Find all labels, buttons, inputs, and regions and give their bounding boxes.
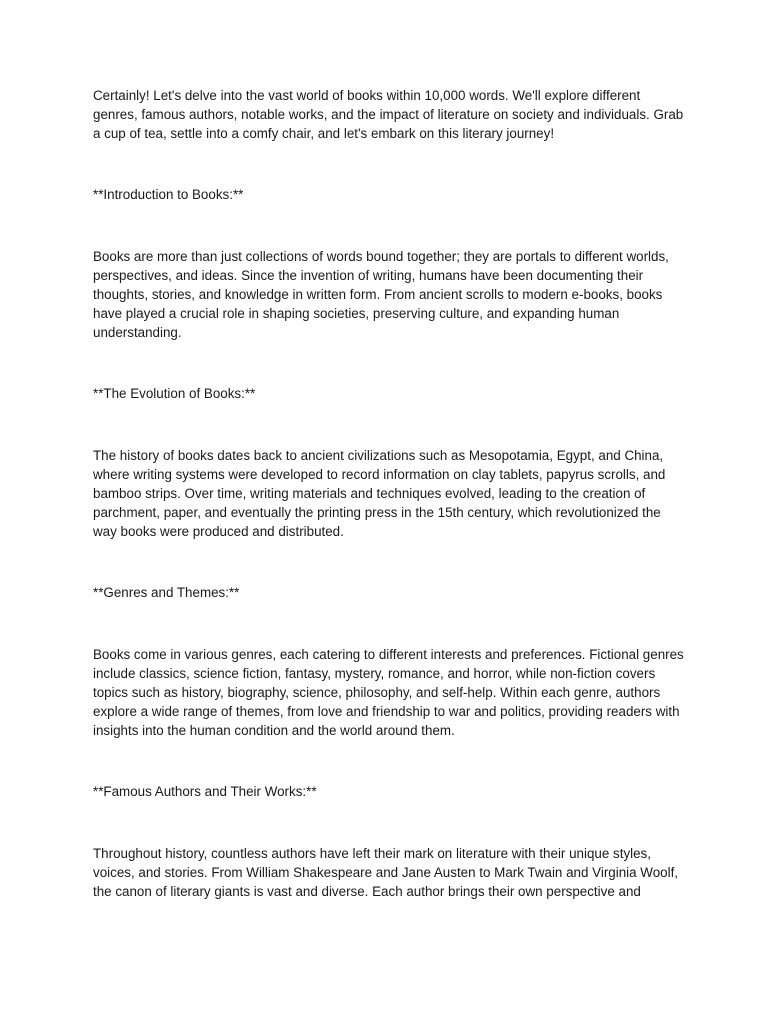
heading-text: **Famous Authors and Their Works:** — [93, 784, 317, 799]
text-line: include classics, science fiction, fantasy, mystery, romance, and horror, while non-fiction covers — [93, 666, 656, 681]
heading-introduction — [93, 185, 683, 204]
heading-text: **The Evolution of Books:** — [93, 386, 256, 401]
intro-paragraph — [93, 86, 683, 143]
text-line: The history of books dates back to ancient civilizations such as Mesopotamia, Egypt, and China, — [93, 448, 664, 463]
heading-evolution — [93, 384, 683, 403]
text-line: Books come in various genres, each catering to different interests and preferences. Fictional genres — [93, 647, 684, 662]
text-line: way books were produced and distributed. — [93, 524, 344, 539]
genres-paragraph — [93, 645, 683, 740]
text-line: Certainly! Let's delve into the vast world of books within 10,000 words. We'll explore different — [93, 88, 641, 103]
text-line: perspectives, and ideas. Since the invention of writing, humans have been documenting their — [93, 268, 644, 283]
text-line: explore a wide range of themes, from love and friendship to war and politics, providing readers with — [93, 704, 680, 719]
text-line: have played a crucial role in shaping societies, preserving culture, and expanding human — [93, 306, 620, 321]
evolution-paragraph — [93, 446, 683, 541]
text-line: topics such as history, biography, science, philosophy, and self-help. Within each genre, authors — [93, 685, 661, 700]
text-line: bamboo strips. Over time, writing materials and techniques evolved, leading to the creation of — [93, 486, 646, 501]
text-line: insights into the human condition and the world around them. — [93, 723, 455, 738]
heading-text: **Genres and Themes:** — [93, 585, 240, 600]
text-line: the canon of literary giants is vast and diverse. Each author brings their own perspective and — [93, 884, 641, 899]
introduction-paragraph — [93, 247, 683, 342]
text-line: a cup of tea, settle into a comfy chair, and let's embark on this literary journey! — [93, 126, 555, 141]
text-line: where writing systems were developed to record information on clay tablets, papyrus scrolls, and — [93, 467, 666, 482]
heading-text: **Introduction to Books:** — [93, 187, 244, 202]
text-line: Books are more than just collections of words bound together; they are portals to different worlds, — [93, 249, 669, 264]
text-line: Throughout history, countless authors have left their mark on literature with their unique styles, — [93, 846, 651, 861]
heading-famous-authors — [93, 782, 683, 801]
text-line: parchment, paper, and eventually the printing press in the 15th century, which revolutionized the — [93, 505, 661, 520]
text-line: understanding. — [93, 325, 182, 340]
text-line: genres, famous authors, notable works, and the impact of literature on society and individuals. Grab — [93, 107, 684, 122]
text-line: thoughts, stories, and knowledge in written form. From ancient scrolls to modern e-books, books — [93, 287, 663, 302]
text-line: voices, and stories. From William Shakespeare and Jane Austen to Mark Twain and Virginia Woolf, — [93, 865, 679, 880]
heading-genres — [93, 583, 683, 602]
famous-authors-paragraph — [93, 844, 683, 901]
